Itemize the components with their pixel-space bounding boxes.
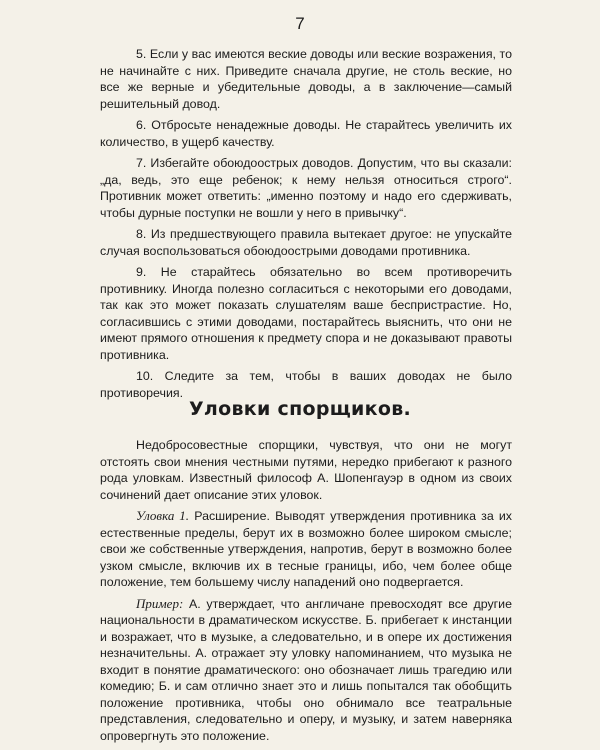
example-paragraph xyxy=(100,596,512,745)
rule-9: 9. Не старайтесь обязательно во всем противоречить противнику. Иногда полезно согласиться с некоторыми его доводами, так как это может показать слушателям ваше беспристрастие. Но, согласившись с этими доводами, постарайтесь выяснить, что они не имеют прямого отношения к предмету спора и не доказывают правоты противника. xyxy=(100,265,512,362)
rule-7: 7. Избегайте обоюдоострых доводов. Допустим, что вы сказали: „да, ведь, это еще ребенок; к нему нельзя относиться строго“. Противник может ответить: „именно поэтому и надо его сдерживать, чтобы дурные поступки не вошли у него в привычку“. xyxy=(100,156,512,220)
example-lead: Пример: xyxy=(136,595,184,611)
rule-5: 5. Если у вас имеются веские доводы или веские возражения, то не начинайте с них. Приведите сначала другие, не столь веские, но все же верные и убедительные доводы, а в заключение—самый решительный довод. xyxy=(100,47,512,111)
trick-1-paragraph xyxy=(100,508,512,591)
trick-1-text: Расширение. Выводят утверждения противника за их естественные пределы, берут их в возможно более широком смысле; свои же собственные утверждения, напротив, берут в возможно более узком смысле, включив их в тесные границы, ибо, чем более обще положение, тем большему числу нападений оно подвергается. xyxy=(100,509,512,589)
trick-1-lead: Уловка 1. xyxy=(136,508,190,523)
example-text: А. утверждает, что англичане превосходят все другие национальности в драматическом искусстве. Б. прибегает к инстанции и возражает, что в музыке, а следовательно, и в опере их достижения незначительны. А. отражает эту уловку напоминанием, что музыка не входит в понятие драматического: оно обозначает лишь трагедию или комедию; Б. и сам отлично знает это и лишь попытался так обобщить положение противника, чтобы оно обнимало все театральные представления, следовательно и оперу, и музыку, и затем наверняка опровергнуть это положение. xyxy=(100,596,512,743)
rules-list xyxy=(100,46,512,406)
section-title: Уловки спорщиков. xyxy=(188,398,412,420)
page-number: 7 xyxy=(295,14,305,33)
rule-10: 10. Следите за тем, чтобы в ваших доводах не было противоречия. xyxy=(100,369,512,400)
rule-8: 8. Из предшествующего правила вытекает другое: не упускайте случая воспользоваться обоюдоострыми доводами противника. xyxy=(100,227,512,258)
rule-6: 6. Отбросьте ненадежные доводы. Не старайтесь увеличить их количество, в ущерб качеству. xyxy=(100,118,512,149)
intro-paragraph: Недобросовестные спорщики, чувствуя, что они не могут отстоять свои мнения честными путями, нередко прибегают к разного рода уловкам. Известный философ А. Шопенгауэр в одном из своих сочинений дает описание этих уловок. xyxy=(100,438,512,502)
tricks-section xyxy=(100,437,512,749)
